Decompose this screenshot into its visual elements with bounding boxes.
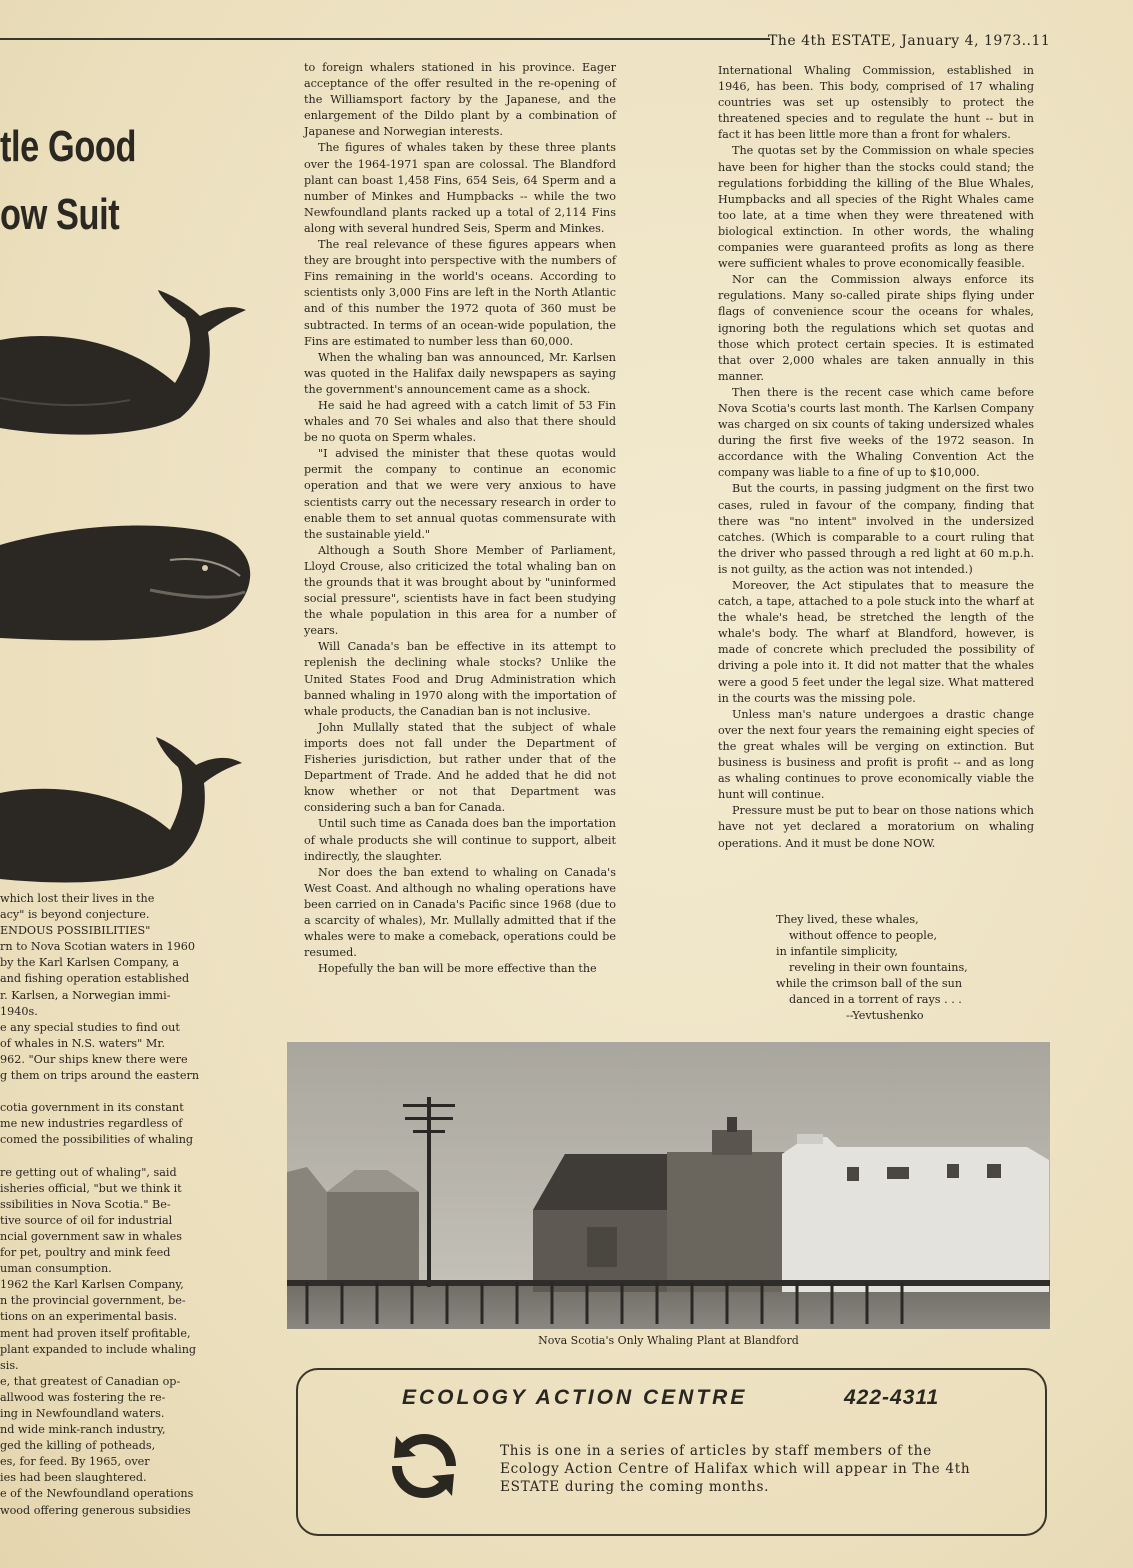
col2-paragraph: Nor does the ban extend to whaling on Canada's West Coast. And although no whaling operations have been carried on in Canada's Pacific since 1968 (due to a scarcity of whales), Mr. Mullally admitted that if the whales were to make a comeback, operations could be resumed. bbox=[304, 865, 616, 960]
col1-line: ncial government saw in whales bbox=[0, 1229, 183, 1243]
col1-line: which lost their lives in the bbox=[0, 892, 155, 905]
box-description: This is one in a series of articles by staff members of the Ecology Action Centre of Halifax which will appear in The 4th ESTATE during the coming months. bbox=[500, 1443, 971, 1495]
col2-paragraph: "I advised the minister that these quotas would permit the company to continue an economic operation and that we were very anxious to have scientists carry out the necessary research in order to enable them to set annual quotas commensurate with the sustainable yield." bbox=[304, 447, 616, 541]
col1-line: e of the Newfoundland operations bbox=[0, 1487, 194, 1501]
col3-paragraph: But the courts, in passing judgment on the first two cases, ruled in favour of the company, finding that there was "no intent" involved in the undersized catches. (Which is comparable to a court ruling that the driver who passed through a red light at 60 m.p.h. is not guilty, as the action was not intended.) bbox=[718, 482, 1034, 576]
col1-line: re getting out of whaling", said bbox=[0, 1165, 177, 1179]
col3-paragraph: The quotas set by the Commission on whale species have been for higher than the stocks could stand; the regulations forbidding the killing of the Blue Whales, Humpbacks and all species of the Right Whales came too late, at a time when they were threatened with biological extinction. In other words, the whaling companies were guaranteed profits as long as there were sufficient whales to prove economically feasible. bbox=[718, 144, 1034, 271]
col2-paragraph: Although a South Shore Member of Parliament, Lloyd Crouse, also criticized the total whaling ban on the grounds that it was brought about by "uninformed social pressure", scientists have in fact been studying the whale population in this area for a number of years. bbox=[304, 543, 616, 638]
col1-line: isheries official, "but we think it bbox=[0, 1181, 182, 1195]
col1-line: acy" is beyond conjecture. bbox=[0, 908, 150, 922]
col1-line: ing in Newfoundland waters. bbox=[0, 1407, 165, 1420]
poem-line: They lived, these whales, bbox=[776, 913, 919, 926]
col1-line: 1940s. bbox=[0, 1004, 38, 1018]
recycle-logo-icon bbox=[384, 1426, 464, 1506]
photo-caption: Nova Scotia's Only Whaling Plant at Blandford bbox=[538, 1334, 799, 1347]
poem-line: without offence to people, bbox=[789, 929, 938, 942]
col1-line: e, that greatest of Canadian op- bbox=[0, 1374, 181, 1388]
poem-attribution: --Yevtushenko bbox=[846, 1009, 924, 1022]
col3-paragraph: Then there is the recent case which came before Nova Scotia's courts last month. The Karlsen Company was charged on six counts of taking undersized whales during the first five weeks of the 1972 season. In accordance with the Whaling Convention Act the company was liable to a fine of up to $10,000. bbox=[718, 385, 1034, 480]
col2-paragraph: Until such time as Canada does ban the importation of whale products she will continue to support, albeit indirectly, the slaughter. bbox=[304, 817, 616, 863]
col1-line: wood offering generous subsidies bbox=[0, 1503, 191, 1517]
col1-line: ENDOUS POSSIBILITIES" bbox=[0, 924, 151, 938]
col1-line: g them on trips around the eastern bbox=[0, 1069, 200, 1083]
col1-line bbox=[0, 1084, 205, 1100]
col1-line: e any special studies to find out bbox=[0, 1020, 180, 1034]
header-rule bbox=[0, 38, 770, 40]
col1-line: comed the possibilities of whaling bbox=[0, 1133, 194, 1147]
col1-line: ies had been slaughtered. bbox=[0, 1471, 147, 1485]
col2-paragraph: The real relevance of these figures appears when they are brought into perspective with the numbers of Fins remaining in the world's oceans. According to scientists only 3,000 Fins are left in the North Atlantic and of this number the 1972 quota of 360 must be subtracted. In terms of an ocean-wide population, the Fins are estimated to number less than 60,000. bbox=[304, 238, 616, 348]
col1-line: ment had proven itself profitable, bbox=[0, 1326, 191, 1340]
col1-line: allwood was fostering the re- bbox=[0, 1390, 166, 1404]
col3-paragraph: Unless man's nature undergoes a drastic change over the next four years the remaining eight species of the great whales will be verging on extinction. But business is business and profit is profit -- and as long as whaling continues to prove economically viable the hunt will continue. bbox=[718, 707, 1034, 802]
col1-line: 962. "Our ships knew there were bbox=[0, 1052, 188, 1066]
poem-line: reveling in their own fountains, bbox=[789, 961, 968, 974]
col1-line: rn to Nova Scotian waters in 1960 bbox=[0, 940, 195, 954]
col3-paragraph: International Whaling Commission, established in 1946, has been. This body, comprised of 17 whaling countries was set up ostensibly to protect the threatened species and to regulate the hunt -- but in fact it has been little more than a front for whalers. bbox=[718, 64, 1034, 142]
col1-line: and fishing operation established bbox=[0, 972, 190, 986]
col1-line: n the provincial government, be- bbox=[0, 1294, 186, 1308]
col2-paragraph: John Mullally stated that the subject of whale imports does not fall under the Department of Fisheries jurisdiction, but rather under that of the Department of Trade. And he added that he did not know whether or not that Department was considering such a ban for Canada. bbox=[304, 720, 616, 815]
col2-paragraph: He said he had agreed with a catch limit of 53 Fin whales and 70 Sei whales and also that there should be no quota on Sperm whales. bbox=[304, 398, 616, 445]
col3-paragraph: Moreover, the Act stipulates that to measure the catch, a tape, attached to a pole stuck into the wharf at the whale's head, be stretched the length of the whale's body. The wharf at Blandford, however, is made of concrete which precluded the possibility of driving a pole into it. It did not matter that the whales were a good 5 feet under the legal size. What mattered in the courts was the missing pole. bbox=[718, 579, 1034, 705]
whale-illustration-2 bbox=[0, 520, 260, 650]
article-column-right bbox=[718, 63, 1034, 852]
col1-line: me new industries regardless of bbox=[0, 1117, 183, 1131]
col2-paragraph: Hopefully the ban will be more effective than the bbox=[318, 962, 597, 976]
poem-line: while the crimson ball of the sun bbox=[776, 977, 963, 990]
col1-line: plant expanded to include whaling bbox=[0, 1342, 197, 1356]
col3-paragraph: Pressure must be put to bear on those nations which have not yet declared a moratorium on whaling operations. And it must be done NOW. bbox=[718, 804, 1034, 850]
whale-illustration-3 bbox=[0, 735, 245, 890]
box-phone: 422-4311 bbox=[844, 1386, 940, 1409]
col1-line: of whales in N.S. waters" Mr. bbox=[0, 1036, 166, 1050]
col2-paragraph: When the whaling ban was announced, Mr. Karlsen was quoted in the Halifax daily newspapers as saying the government's announcement came as a shock. bbox=[304, 350, 616, 396]
article-column-middle bbox=[304, 60, 616, 977]
col1-line: tive source of oil for industrial bbox=[0, 1213, 173, 1227]
col1-line: sis. bbox=[0, 1358, 19, 1372]
col1-line: nd wide mink-ranch industry, bbox=[0, 1423, 166, 1437]
whaling-plant-photo bbox=[287, 1042, 1050, 1329]
yevtushenko-poem bbox=[776, 912, 968, 1024]
col1-line: ssibilities in Nova Scotia." Be- bbox=[0, 1197, 171, 1211]
poem-line: danced in a torrent of rays . . . bbox=[789, 993, 962, 1006]
page-folio: The 4th ESTATE, January 4, 1973..11 bbox=[768, 33, 1051, 49]
col1-line: tions on an experimental basis. bbox=[0, 1310, 178, 1324]
article-column-left bbox=[0, 891, 205, 1519]
col2-paragraph: to foreign whalers stationed in his province. Eager acceptance of the offer resulted in the re-opening of the Williamsport factory by the Japanese, and the enlargement of the Dildo plant by a combination of Japanese and Norwegian interests. bbox=[304, 61, 616, 139]
col1-line: 1962 the Karl Karlsen Company, bbox=[0, 1278, 184, 1292]
col2-paragraph: The figures of whales taken by these three plants over the 1964-1971 span are colossal. The Blandford plant can boast 1,458 Fins, 654 Seis, 64 Sperm and a number of Minkes and Humpbacks -- while the two Newfoundland plants racked up a total of 2,114 Fins along with several hundred Seis, Sperm and Minkes. bbox=[304, 141, 616, 235]
ecology-action-centre-box bbox=[296, 1368, 1047, 1536]
col1-line: ged the killing of potheads, bbox=[0, 1439, 156, 1453]
col2-paragraph: Will Canada's ban be effective in its attempt to replenish the declining whale stocks? Unlike the United States Food and Drug Administration which banned whaling in 1970 along with the importation of whale products, the Canadian ban is not inclusive. bbox=[304, 640, 616, 718]
col1-line: r. Karlsen, a Norwegian immi- bbox=[0, 988, 171, 1002]
col1-line: cotia government in its constant bbox=[0, 1101, 184, 1115]
col3-paragraph: Nor can the Commission always enforce its regulations. Many so-called pirate ships flying under flags of convenience scour the oceans for whales, ignoring both the regulations which set quotas and those which protect certain species. It is estimated that over 2,000 whales are taken annually in this manner. bbox=[718, 273, 1034, 383]
col1-line: uman consumption. bbox=[0, 1262, 112, 1276]
headline-line-2: ow Suit bbox=[0, 190, 120, 239]
col1-line: es, for feed. By 1965, over bbox=[0, 1455, 150, 1469]
whale-illustration-1 bbox=[0, 288, 250, 448]
col1-line: by the Karl Karlsen Company, a bbox=[0, 956, 180, 970]
headline-line-1: tle Good bbox=[0, 122, 137, 171]
poem-line: in infantile simplicity, bbox=[776, 945, 898, 958]
col1-line bbox=[0, 1149, 205, 1165]
box-title: ECOLOGY ACTION CENTRE bbox=[402, 1386, 748, 1409]
col1-line: for pet, poultry and mink feed bbox=[0, 1246, 171, 1260]
